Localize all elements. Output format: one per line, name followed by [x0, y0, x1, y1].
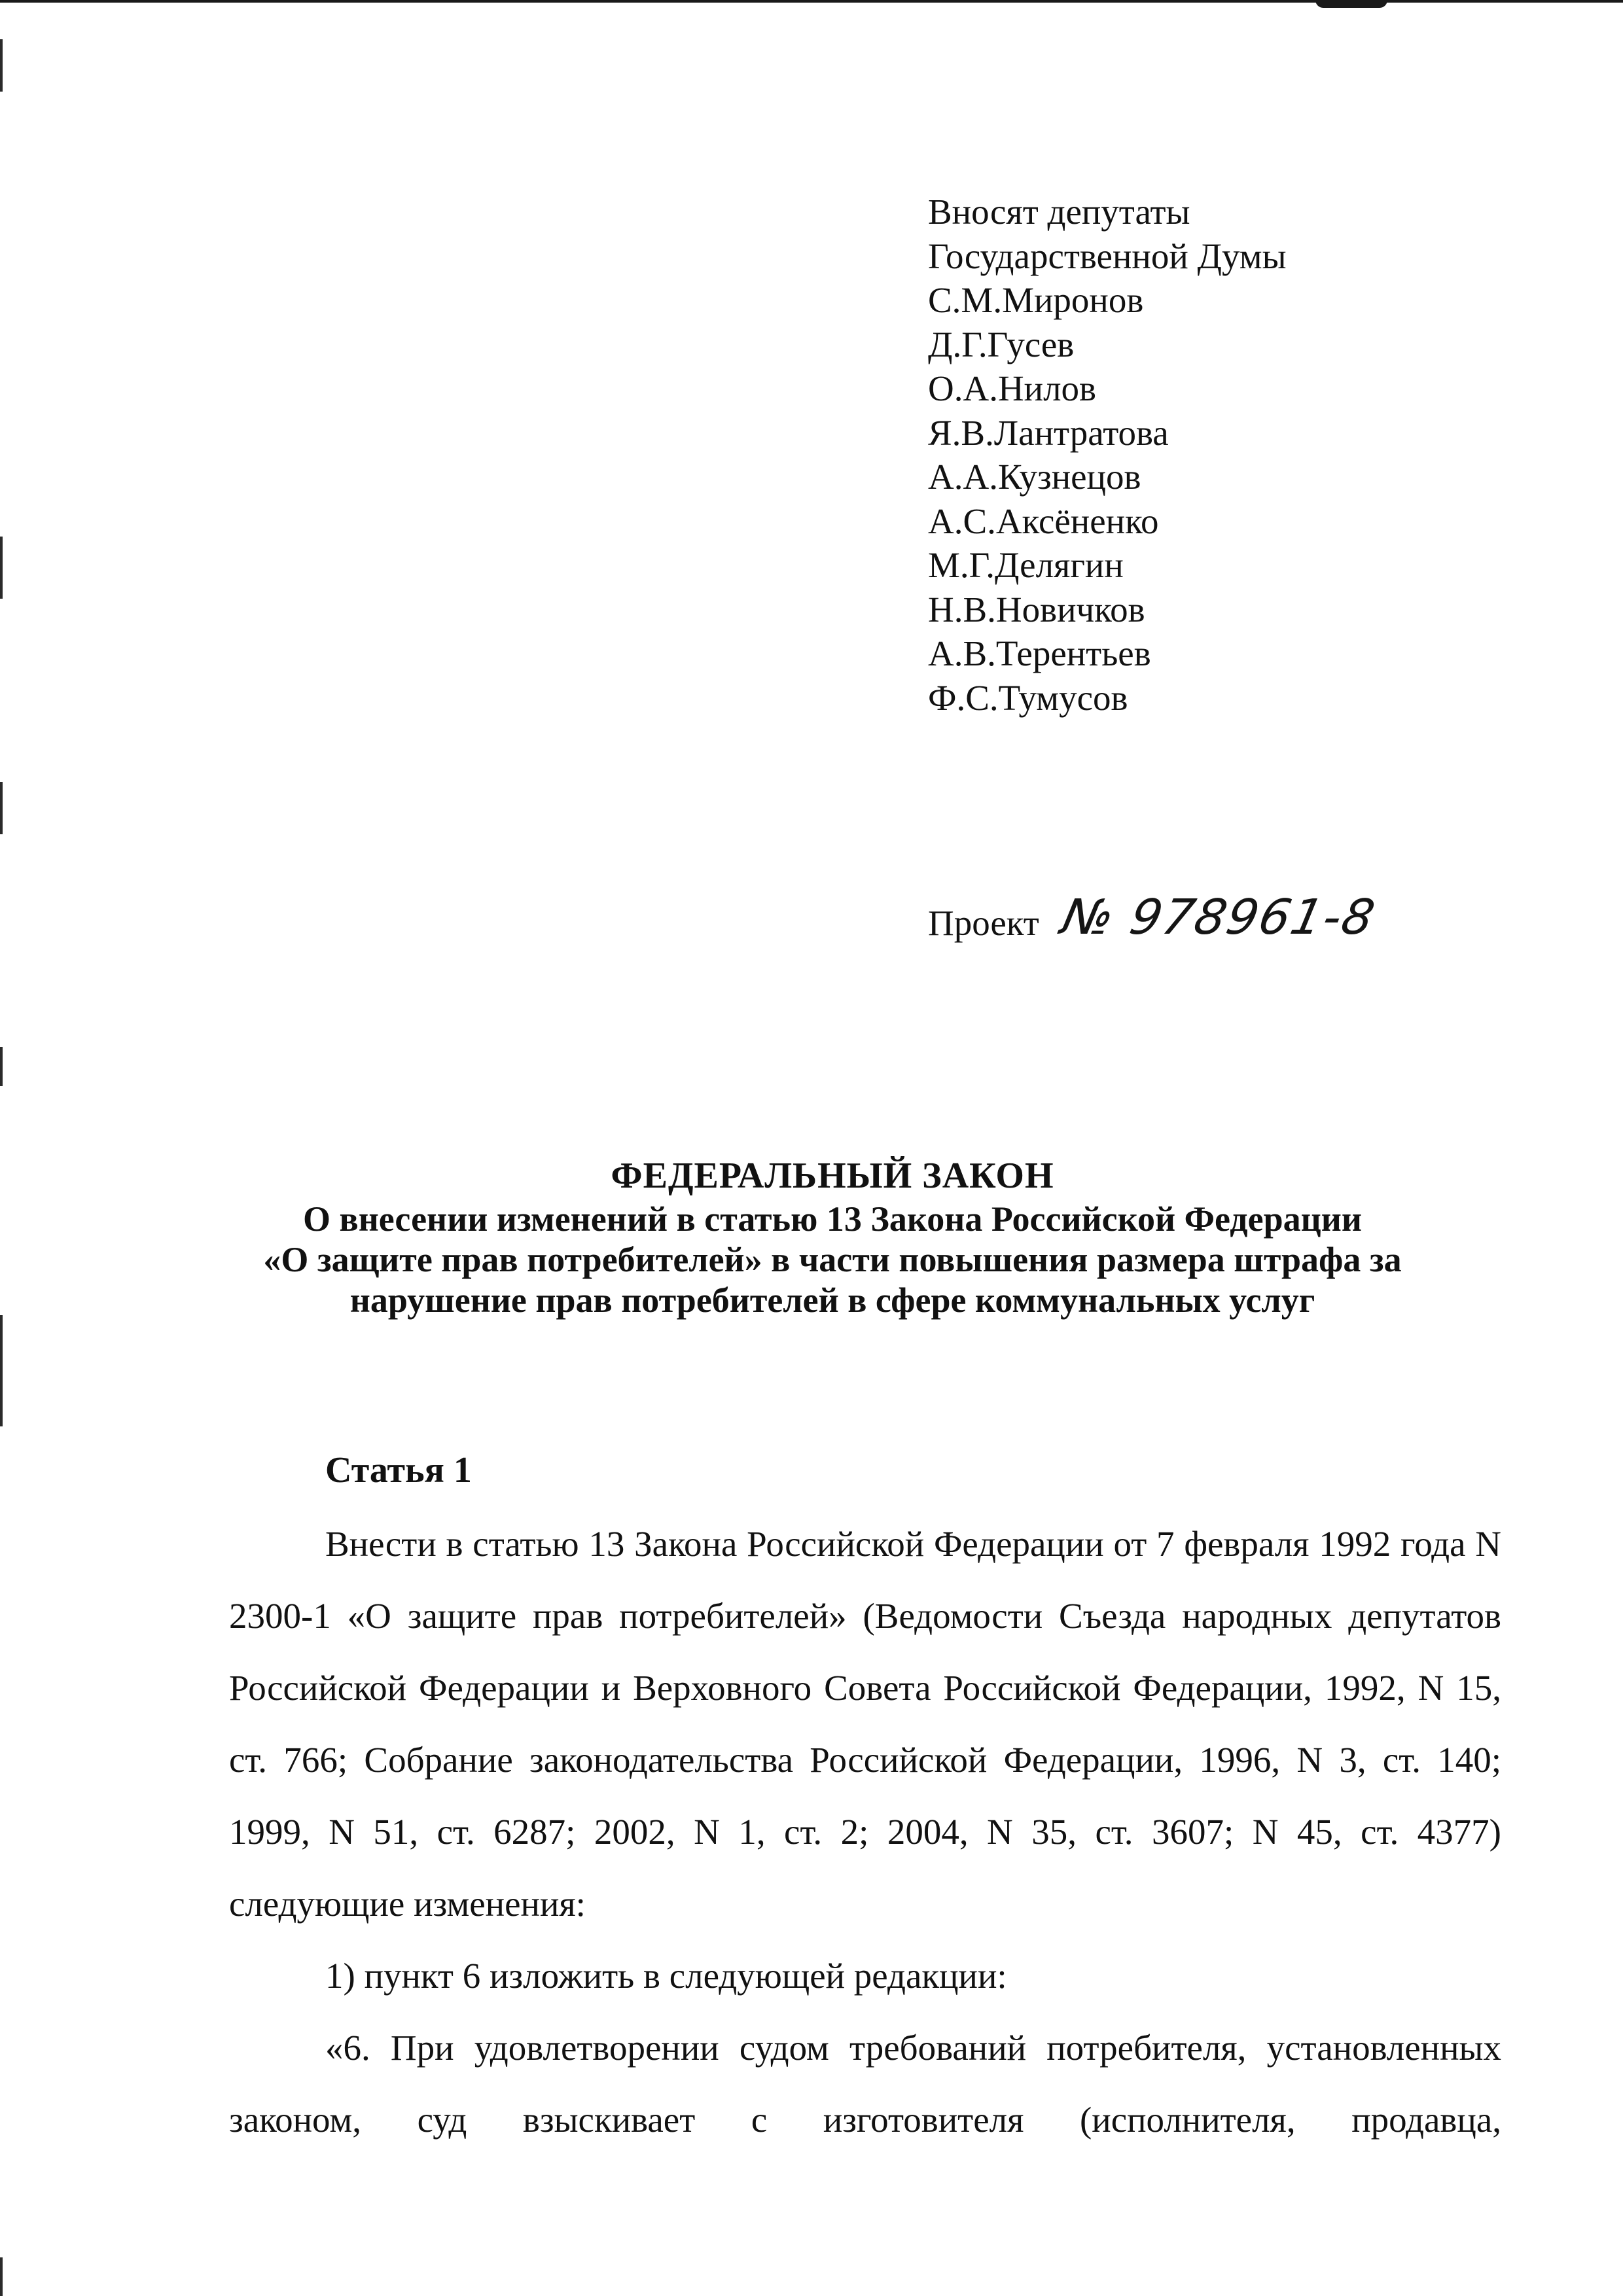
- scan-edge-mark: [0, 782, 3, 834]
- handwritten-project-number: № 978961-8: [1056, 889, 1381, 945]
- article-paragraph: 1) пункт 6 изложить в следующей редакции:: [325, 1956, 1007, 1996]
- sponsors-block: [928, 190, 1517, 720]
- scan-edge-mark: [0, 2257, 3, 2296]
- article-paragraph: «6. При удовлетворении судом требований потребителя, установленных законом, суд взыскивает с изготовителя (исполнителя, продавца,: [229, 2028, 1501, 2140]
- law-title-line: нарушение прав потребителей в сфере коммунальных услуг: [349, 1280, 1315, 1320]
- sponsor-name: А.В.Терентьев: [928, 633, 1151, 673]
- law-type-heading: ФЕДЕРАЛЬНЫЙ ЗАКОН: [611, 1156, 1054, 1196]
- sponsor-name: Н.В.Новичков: [928, 589, 1145, 629]
- scan-edge-mark: [0, 537, 3, 599]
- article-body: [229, 1508, 1501, 2156]
- project-label: Проект: [928, 902, 1039, 943]
- scan-edge-mark: [0, 39, 3, 92]
- sponsors-intro: Вносят депутаты: [928, 192, 1190, 232]
- sponsor-name: А.С.Аксёненко: [928, 501, 1159, 541]
- sponsor-name: Д.Г.Гусев: [928, 324, 1075, 364]
- article-heading: Статья 1: [325, 1450, 472, 1491]
- sponsor-name: Ф.С.Тумусов: [928, 677, 1128, 718]
- sponsors-intro-body: Государственной Думы: [928, 236, 1287, 276]
- law-title-line: «О защите прав потребителей» в части повышения размера штрафа за: [263, 1240, 1402, 1279]
- law-title-line: О внесении изменений в статью 13 Закона Российской Федерации: [303, 1199, 1362, 1239]
- sponsor-name: А.А.Кузнецов: [928, 457, 1141, 497]
- sponsor-name: Я.В.Лантратова: [928, 412, 1169, 453]
- sponsor-name: С.М.Миронов: [928, 280, 1144, 320]
- scan-artifact-mark: [1315, 0, 1387, 8]
- sponsor-name: О.А.Нилов: [928, 368, 1097, 408]
- article-paragraph: Внести в статью 13 Закона Российской Федерации от 7 февраля 1992 года N 2300-1 «О защите прав потребителей» (Ведомости Съезда народных депутатов Российской Федерации и Верховного Совета Российской Федерации, 1992, N 15, ст. 766; Собрание законодательства Российской Федерации, 1996, N 3, ст. 140; 1999, N 51, ст. 6287; 2002, N 1, ст. 2; 2004, N 35, ст. 3607; N 45, ст. 4377) следующие изменения:: [229, 1524, 1501, 1924]
- law-title: [196, 1153, 1469, 1320]
- project-number: [928, 887, 1381, 959]
- scan-edge-mark: [0, 1315, 3, 1426]
- sponsor-name: М.Г.Делягин: [928, 545, 1124, 585]
- scan-edge-mark: [0, 1047, 3, 1086]
